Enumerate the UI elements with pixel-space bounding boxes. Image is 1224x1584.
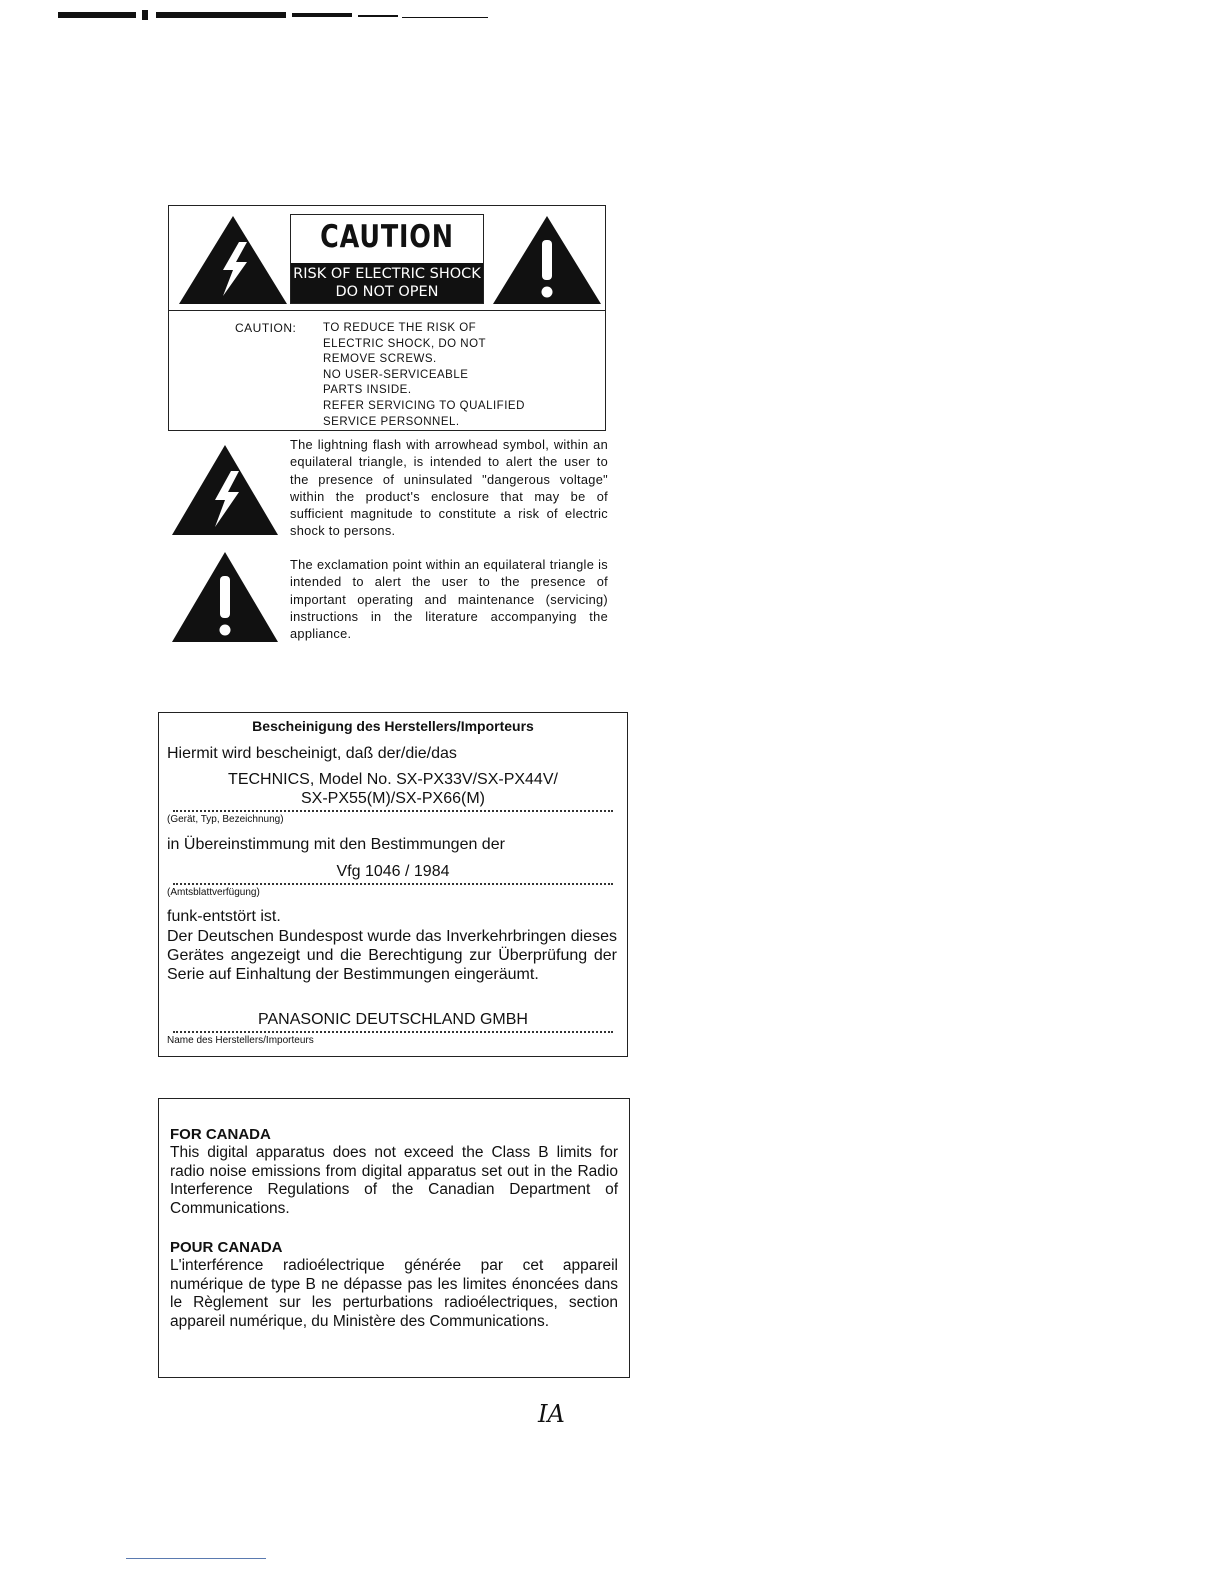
dotted-line xyxy=(173,1031,613,1033)
caution-note-line: SERVICE PERSONNEL. xyxy=(323,415,460,428)
scan-artifact xyxy=(58,8,430,22)
caution-note-line: PARTS INSIDE. xyxy=(323,384,412,397)
caution-note-line: ELECTRIC SHOCK, DO NOT xyxy=(323,337,487,350)
certificate-regulation: Vfg 1046 / 1984 xyxy=(336,863,450,880)
certificate-model-line1: TECHNICS, Model No. SX-PX33V/SX-PX44V/ xyxy=(228,771,558,788)
exclamation-warning-icon xyxy=(170,550,280,644)
lightning-warning-icon xyxy=(170,443,280,537)
caution-note-line: REFER SERVICING TO QUALIFIED xyxy=(323,399,525,412)
canada-en-text: This digital apparatus does not exceed the Class B limits for radio noise emissions from digital apparatus set out in the Radio Interference Regulations of the Canadian Department of Communications. xyxy=(170,1144,618,1217)
caution-warning-plate xyxy=(291,263,483,303)
canada-en-heading: FOR CANADA xyxy=(170,1126,271,1143)
caution-note-line: REMOVE SCREWS. xyxy=(323,353,437,366)
canada-notice-box xyxy=(158,1098,630,1378)
caution-note-line: TO REDUCE THE RISK OF xyxy=(323,322,477,334)
certificate-manufacturer: PANASONIC DEUTSCHLAND GMBH xyxy=(258,1011,528,1028)
lightning-warning-icon xyxy=(177,214,289,306)
dotted-line xyxy=(173,883,613,885)
certificate-status: funk-entstört ist. xyxy=(167,908,281,925)
regulation-caption: (Amtsblattverfügung) xyxy=(167,887,260,898)
dotted-line xyxy=(173,810,613,812)
exclamation-warning-icon xyxy=(491,214,603,306)
caution-risk-text: RISK OF ELECTRIC SHOCK xyxy=(293,266,481,282)
certificate-title: Bescheinigung des Herstellers/Importeurs xyxy=(252,718,534,734)
handwritten-note: IA xyxy=(538,1400,565,1428)
caution-note-text xyxy=(323,321,525,430)
caution-title: CAUTION xyxy=(320,219,454,255)
manufacturer-certificate-box xyxy=(158,712,628,1057)
bottom-rule xyxy=(126,1558,266,1559)
device-caption: (Gerät, Typ, Bezeichnung) xyxy=(167,814,284,825)
caution-header xyxy=(169,206,605,311)
caution-do-not-open: DO NOT OPEN xyxy=(335,284,439,300)
caution-box xyxy=(168,205,606,431)
exclamation-symbol-description: The exclamation point within an equilateral triangle is intended to alert the user to the presence of important operating and maintenance (servicing) instructions in the literature accompanying the appliance. xyxy=(290,557,608,642)
certificate-intro: Hiermit wird bescheinigt, daß der/die/das xyxy=(167,745,457,762)
canada-fr-heading: POUR CANADA xyxy=(170,1239,283,1256)
caution-note-label: CAUTION: xyxy=(235,321,297,335)
certificate-model-line2: SX-PX55(M)/SX-PX66(M) xyxy=(300,790,486,807)
canada-fr-text: L'interférence radioélectrique générée par cet appareil numérique de type B ne dépasse pas les limites énoncées dans le Règlement sur les perturbations radioélectriques, section appareil numérique, du Ministère des Communications. xyxy=(170,1257,618,1330)
caution-note-line: NO USER-SERVICEABLE xyxy=(323,368,469,381)
certificate-conformity: in Übereinstimmung mit den Bestimmungen der xyxy=(167,836,505,853)
lightning-symbol-description: The lightning flash with arrowhead symbol, within an equilateral triangle, is intended to alert the user to the presence of uninsulated "dangerous voltage" within the product's enclosure that may be of sufficient magnitude to constitute a risk of electric shock to persons. xyxy=(290,437,608,539)
manufacturer-caption: Name des Herstellers/Importeurs xyxy=(167,1035,314,1046)
certificate-paragraph: Der Deutschen Bundespost wurde das Inverkehrbringen dieses Gerätes angezeigt und die Berechtigung zur Überprüfung der Serie auf Einhaltung der Bestimmungen eingeräumt. xyxy=(167,928,617,984)
caution-label-plate xyxy=(290,214,484,304)
